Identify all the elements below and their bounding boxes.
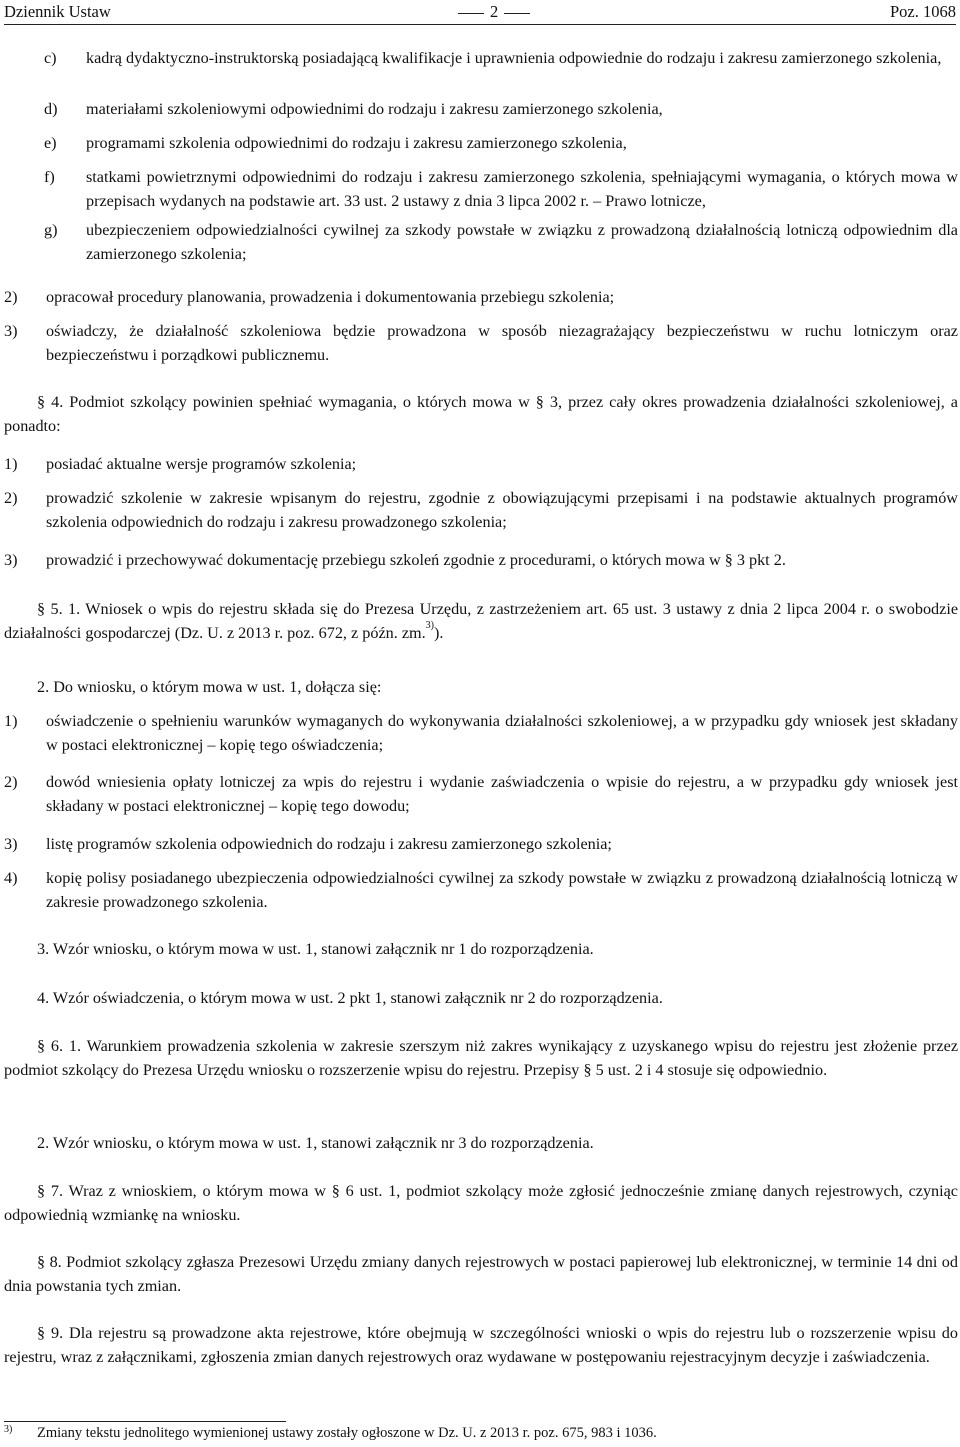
page-header	[4, 0, 956, 24]
item-text: materiałami szkoleniowymi odpowiednimi do rodzaju i zakresu zamierzonego szkolenia,	[86, 100, 663, 118]
item-marker: 3)	[4, 322, 18, 340]
item-text: posiadać aktualne wersje programów szkolenia;	[46, 455, 357, 473]
footnote-ref: 3)	[425, 620, 434, 631]
item-text: kadrą dydaktyczno-instruktorską posiadającą kwalifikacje i uprawnienia odpowiednie do rodzaju i zakresu zamierzonego szkolenia,	[86, 49, 942, 67]
item-marker: 1)	[4, 455, 18, 473]
item-marker: d)	[44, 100, 58, 118]
position-number: Poz. 1068	[890, 2, 956, 21]
page-number: 2	[452, 0, 536, 24]
section-5-para-4: 4. Wzór oświadczenia, o którym mowa w ust. 2 pkt 1, stanowi załącznik nr 2 do rozporządzenia.	[37, 989, 663, 1007]
section-6-para-1: § 6. 1. Warunkiem prowadzenia szkolenia w zakresie szerszym niż zakres wynikający z uzyskanego wpisu do rejestru jest złożenie przez podmiot szkolący do Prezesa Urzędu wniosku o rozszerzenie wpisu do rejestru. Przepisy § 5 ust. 2 i 4 stosuje się odpowiednio.	[4, 1037, 958, 1079]
item-text: oświadczy, że działalność szkoleniowa będzie prowadzona w sposób niezagrażający bezpieczeństwu w ruchu lotniczym oraz bezpieczeństwu i porządkowi publicznemu.	[46, 322, 958, 364]
item-text: prowadzić szkolenie w zakresie wpisanym do rejestru, zgodnie z obowiązującymi przepisami i na podstawie aktualnych programów szkolenia odpowiednich do rodzaju i zakresu prowadzonego szkolenia;	[46, 489, 958, 531]
item-text: programami szkolenia odpowiednimi do rodzaju i zakresu zamierzonego szkolenia,	[86, 134, 627, 152]
item-marker: 2)	[4, 773, 18, 791]
item-marker: g)	[44, 221, 58, 239]
journal-title: Dziennik Ustaw	[4, 2, 111, 21]
section-5-para-1-end: ).	[434, 624, 444, 642]
footnote-rule	[4, 1421, 286, 1422]
item-marker: 2)	[4, 288, 18, 306]
section-6-para-2: 2. Wzór wniosku, o którym mowa w ust. 1, stanowi załącznik nr 3 do rozporządzenia.	[37, 1134, 594, 1152]
item-marker: 2)	[4, 489, 18, 507]
item-marker: 1)	[4, 712, 18, 730]
section-5-para-1	[4, 597, 958, 645]
section-7: § 7. Wraz z wnioskiem, o którym mowa w § 6 ust. 1, podmiot szkolący może zgłosić jednocześnie zmianę danych rejestrowych, czyniąc odpowiednią wzmiankę na wniosku.	[4, 1182, 958, 1224]
footnote-mark: 3)	[4, 1424, 13, 1435]
item-marker: 3)	[4, 551, 18, 569]
section-5-para-3: 3. Wzór wniosku, o którym mowa w ust. 1, stanowi załącznik nr 1 do rozporządzenia.	[37, 940, 594, 958]
list-item	[0, 46, 960, 94]
header-rule	[4, 24, 956, 25]
section-5-para-2: 2. Do wniosku, o którym mowa w ust. 1, dołącza się:	[37, 678, 382, 696]
item-marker: 3)	[4, 835, 18, 853]
item-text: ubezpieczeniem odpowiedzialności cywilnej za szkody powstałe w związku z prowadzoną działalnością lotniczą odpowiednim dla zamierzonego szkolenia;	[86, 221, 958, 263]
item-marker: c)	[44, 49, 57, 67]
item-text: dowód wniesienia opłaty lotniczej za wpis do rejestru i wydanie zaświadczenia o wpisie do rejestru, a w przypadku gdy wniosek jest składany w postaci elektronicznej – kopię tego dowodu;	[46, 773, 958, 815]
item-marker: f)	[44, 168, 55, 186]
section-4-intro: § 4. Podmiot szkolący powinien spełniać wymagania, o których mowa w § 3, przez cały okres prowadzenia działalności szkoleniowej, a ponadto:	[4, 393, 958, 435]
item-text: listę programów szkolenia odpowiednich do rodzaju i zakresu zamierzonego szkolenia;	[46, 835, 612, 853]
item-text: statkami powietrznymi odpowiednimi do rodzaju i zakresu zamierzonego szkolenia, spełniającymi wymagania, o których mowa w przepisach wydanych na podstawie art. 33 ust. 2 ustawy z dnia 3 lipca 2002 r. – Prawo lotnicze,	[86, 168, 958, 210]
item-marker: e)	[44, 134, 57, 152]
footnote-text: Zmiany tekstu jednolitego wymienionej ustawy zostały ogłoszone w Dz. U. z 2013 r. poz. 675, 983 i 1036.	[37, 1425, 657, 1441]
item-marker: 4)	[4, 869, 18, 887]
item-text: oświadczenie o spełnieniu warunków wymaganych do wykonywania działalności szkoleniowej, a w przypadku gdy wniosek jest składany w postaci elektronicznej – kopię tego oświadczenia;	[46, 712, 958, 754]
item-text: opracował procedury planowania, prowadzenia i dokumentowania przebiegu szkolenia;	[46, 288, 615, 306]
item-text: prowadzić i przechowywać dokumentację przebiegu szkoleń zgodnie z procedurami, o których mowa w § 3 pkt 2.	[46, 551, 786, 569]
section-9: § 9. Dla rejestru są prowadzone akta rejestrowe, które obejmują w szczególności wnioski o wpis do rejestru lub o rozszerzenie wpisu do rejestru, wraz z załącznikami, zgłoszenia zmian danych rejestrowych oraz wydawane w postępowaniu rejestracyjnym decyzje i zaświadczenia.	[4, 1324, 958, 1366]
item-text: kopię polisy posiadanego ubezpieczenia odpowiedzialności cywilnej za szkody powstałe w związku z prowadzoną działalnością lotniczą w zakresie prowadzonego szkolenia.	[46, 869, 958, 911]
section-8: § 8. Podmiot szkolący zgłasza Prezesowi Urzędu zmiany danych rejestrowych w postaci papierowej lub elektronicznej, w terminie 14 dni od dnia powstania tych zmian.	[4, 1253, 958, 1295]
section-5-para-1-text: § 5. 1. Wniosek o wpis do rejestru składa się do Prezesa Urzędu, z zastrzeżeniem art. 65 ust. 3 ustawy z dnia 2 lipca 2004 r. o swobodzie działalności gospodarczej (Dz. U. z 2013 r. poz. 672, z późn. zm.	[4, 600, 958, 642]
